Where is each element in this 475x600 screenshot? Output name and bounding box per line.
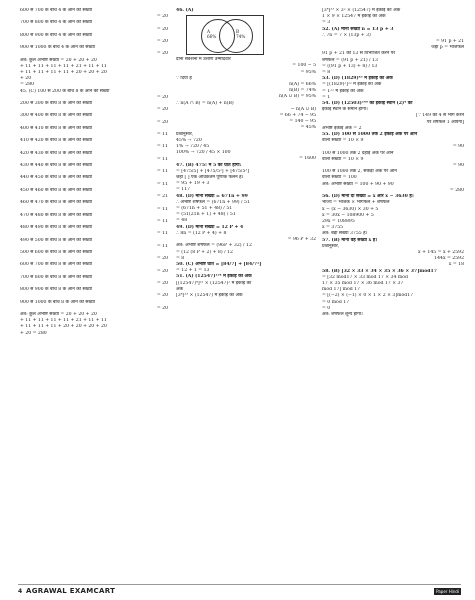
text-line: 420 से 430 के बीच 8 के आने की संख्या xyxy=(20,150,93,156)
text-line: = 96 P + 32 xyxy=(287,237,316,243)
text-line: 300 से 400 के बीच 8 के आने की संख्या xyxy=(20,113,93,119)
text-line: अत: कुल अभीष्ट संख्या = 20 + 20 + 20 xyxy=(20,311,97,317)
text-line: mod 17] mod 17 xyxy=(322,287,360,293)
text-line: = 20 xyxy=(156,51,168,57)
text-line: n(A) = 66% xyxy=(289,82,316,88)
text-line: = 11 xyxy=(156,169,168,175)
footer-badge: Paper Hindi xyxy=(436,589,459,594)
text-line: [3⁴]³³ × 3² × (12547) में इकाई का अंक xyxy=(322,8,401,13)
text-line: + 20 xyxy=(20,76,32,82)
text-line: दोनों सेक्शनों में उत्तीर्ण उम्मीदवार xyxy=(176,57,231,63)
text-line: 480 से 490 के बीच 8 के आने की संख्या xyxy=(20,225,93,231)
text-line: = 11 xyxy=(156,218,168,224)
text-line: = 21 xyxy=(156,194,168,200)
text-line: = 66 + 74 − 95 xyxy=(279,113,316,119)
text-line: 54. (D) (12503)¹⁴⁹ का इकाई स्थान (2)⁴ का xyxy=(322,101,413,107)
text-line: 50. (C) अभीष्ट घात = [84/7] + [84/7²] xyxy=(176,261,262,267)
text-line: = 1600 xyxy=(298,156,316,162)
text-line: 440 से 450 के बीच 8 के आने की संख्या xyxy=(20,175,93,181)
text-line: 900 से 1000 के बीच 4 के आने की संख्या xyxy=(20,45,96,51)
text-line: = 20 xyxy=(156,107,168,113)
text-line: 700 से 800 के बीच 4 के आने की संख्या xyxy=(20,20,93,26)
venn-b-value: 74% xyxy=(236,34,246,40)
column-right xyxy=(322,8,468,318)
text-line: अत: कुल अभीष्ट संख्या = 20 + 20 + 20 xyxy=(20,57,97,63)
text-line: = 8 xyxy=(176,255,185,261)
text-line: 100 से 1000 तक 2, सैकड़ा अंक पर आने xyxy=(322,169,397,175)
text-line: 470 से 480 के बीच 8 के आने की संख्या xyxy=(20,212,93,218)
text-line: 200 से 300 के बीच 8 के आने की संख्या xyxy=(20,101,93,107)
text-line: 58. (B) [32 × 33 × 34 × 35 × 36 × 37]mod17 xyxy=(322,268,437,274)
column-middle-lines xyxy=(176,57,320,299)
text-line: शेषफल = (91 p + 21) / 13 xyxy=(322,57,378,63)
text-line: [3⁴]³³ × (12547) में इकाई का अंक xyxy=(176,292,243,298)
question-46-head: 46. (A) xyxy=(176,8,194,13)
text-line: 45% → 720 xyxy=(176,137,202,143)
text-line: 500 से 600 के बीच 8 के आने की संख्या xyxy=(20,249,93,255)
text-line: भाज्य = भाजक × भागफल + शेषफल xyxy=(322,200,390,206)
text-line: = [(−2) × (−1) × 0 × 1 × 2 × 3]mod17 xyxy=(322,293,414,299)
text-line: = 20 xyxy=(156,94,168,100)
text-line: [∵ 149 को 4 से भाग करने xyxy=(416,113,464,119)
venn-label-b xyxy=(236,29,245,39)
text-line: 100 से 1000 तक 2 दहाई अंक पर आने xyxy=(322,150,394,156)
text-line: = 12 + 1 = 13 xyxy=(176,268,210,274)
text-line: 51. (A) (12547)¹³⁴ में इकाई का अंक xyxy=(176,274,252,280)
text-line: 450 से 460 के बीच 8 के आने की संख्या xyxy=(20,187,93,193)
venn-diagram xyxy=(186,15,264,55)
text-line: 700 से 800 के बीच 8 के आने की संख्या xyxy=(20,274,93,280)
page-number: 4 xyxy=(18,588,23,595)
text-line: = 140 − 95 xyxy=(289,119,316,125)
text-line: = 20 xyxy=(156,14,168,20)
text-line: 29x = 108895 xyxy=(322,218,355,224)
text-line: = 20 xyxy=(156,268,168,274)
text-line: = 20 xyxy=(156,26,168,32)
text-line: 17 × 35 mod 17 × 36 mod 17 × 37 xyxy=(322,280,404,286)
text-line: पर शेषफल 1 आयेगा] xyxy=(426,119,464,125)
text-line: = 280 xyxy=(20,82,35,88)
text-line: x + 145 = x + 2592 xyxy=(418,249,464,255)
text-line: = 0 mod 17 xyxy=(322,299,350,305)
text-line: = 3 xyxy=(322,20,331,26)
text-line: अत: बड़ी संख्या 3755 है। xyxy=(322,231,368,237)
text-line: 600 से 700 के बीच 8 के आने की संख्या xyxy=(20,262,93,268)
text-line: [(12547)⁴]³³ × (12547)² में इकाई का xyxy=(176,280,252,286)
text-line: = 20 xyxy=(156,39,168,45)
text-line: जहाँ p = भाजफल xyxy=(431,45,464,51)
text-line: 490 से 500 के बीच 8 के आने की संख्या xyxy=(20,237,93,243)
text-line: = (51(21n + 1) + 48) / 51 xyxy=(176,212,236,218)
text-line: 100% → 720 / 45 × 100 xyxy=(176,150,231,156)
text-line: = 11 xyxy=(156,181,168,187)
text-line: 52. (A) माना संख्या n = 13 p + 3 xyxy=(322,26,394,32)
text-line: − n(A ∪ B) xyxy=(290,106,316,112)
text-line: ∴ n(A ∩ B) = n(A) + n(B) xyxy=(176,100,234,106)
text-line: n(A ∪ B) = 95% xyxy=(279,94,316,100)
footer-rule xyxy=(18,584,461,585)
text-line: 144x = 2592 xyxy=(434,256,464,262)
text-line: 1 × 9 × 12547 में इकाई का अंक xyxy=(322,14,386,20)
text-line: अभीष्ट इकाई अंक = 2 xyxy=(322,125,362,131)
text-line: = [(1829)²]²² में इकाई का अंक xyxy=(322,82,382,88)
text-line: = 11 xyxy=(156,156,168,162)
venn-label-a xyxy=(207,29,216,39)
text-line: x = 18 xyxy=(448,262,464,268)
text-line: 460 से 470 के बीच 8 के आने की संख्या xyxy=(20,200,93,206)
text-line: x = 3755 xyxy=(322,225,344,231)
text-line: 45. (C) 100 से 200 के बीच 8 के आने की संख्या xyxy=(20,88,110,94)
text-line: = 0 xyxy=(322,305,331,311)
text-line: 57. (B) माना वह संख्या x है। xyxy=(322,237,378,243)
text-line: 800 से 900 के बीच 8 के आने की संख्या xyxy=(20,287,93,293)
text-line: x = 30x − 108900 + 5 xyxy=(322,212,374,218)
text-line: 410 से 420 के बीच 8 के आने की संख्या xyxy=(20,138,93,144)
text-line: = 1 xyxy=(322,94,331,100)
text-line: + 11 + 11 + 11 + 11 + 21 + 11 + 11 xyxy=(20,318,107,324)
text-line: = 11 xyxy=(156,132,168,138)
text-line: 47. (B) 475! में 5 की घातें होगी: xyxy=(176,162,242,168)
text-line: = 11 xyxy=(156,243,168,249)
text-line: वाली संख्या = 10 × 9 xyxy=(322,138,364,144)
text-line: = 20 xyxy=(156,119,168,125)
text-line: + 20 = 280 xyxy=(20,330,47,336)
text-line: = 8 xyxy=(322,70,331,76)
text-line: 55. (D) 100 से 1000 तक 2 इकाई अंक पर आने xyxy=(322,132,418,138)
text-line: + 11 + 11 + 11 + 11 + 20 + 20 + 20 xyxy=(20,70,107,76)
text-line: = 20 xyxy=(156,293,168,299)
text-line: = 95 + 19 + 3 xyxy=(176,181,210,187)
text-line: इकाई स्थान के समान होगा। xyxy=(322,107,368,113)
text-line: = [475/5] + [475/5²] + [475/5³] xyxy=(176,168,249,174)
text-line: 91 p + 21 को 13 से विभाजित करने पर xyxy=(322,51,396,57)
text-line: x − (x − 3630) × 30 + 5 xyxy=(322,206,379,212)
page-footer xyxy=(0,586,475,598)
text-line: जहाँ [ ] एक अधिकतम पूर्णांक फलन है। xyxy=(176,175,244,181)
text-line: = 20 xyxy=(156,305,168,311)
text-line: 600 से 700 के बीच 4 के आने की संख्या xyxy=(20,8,93,13)
text-line: = (671n + 51 + 48) / 51 xyxy=(176,206,233,212)
text-line: = 1²² में इकाई का अंक xyxy=(322,88,364,94)
venn-a-value: 66% xyxy=(207,34,217,40)
text-line: अंक xyxy=(176,286,184,292)
text-line: ∴ अभीष्ट शेषफल = (671n + 99) / 51 xyxy=(176,199,250,205)
text-line: अत: शेषफल शून्य होगा। xyxy=(322,311,363,317)
text-line: ∴ 7n = 7 × (13p + 3) xyxy=(322,32,371,38)
text-line: 49. (D) माना संख्या = 12 P + 4 xyxy=(176,224,244,230)
text-line: = 20 xyxy=(156,256,168,262)
text-line: ∵ दिया है xyxy=(176,75,192,81)
text-line: = 90 xyxy=(452,163,464,169)
column-middle xyxy=(176,8,320,299)
text-line: वाली संख्या = 10 × 9 xyxy=(322,156,364,162)
column-left xyxy=(20,8,172,337)
text-line: n(B) = 74% xyxy=(289,88,316,94)
text-line: ∴ 8n = (12 P + 4) + 8 xyxy=(176,230,227,236)
text-line: 800 से 900 के बीच 4 के आने की संख्या xyxy=(20,32,93,38)
text-line: = 48 xyxy=(176,218,188,224)
text-line: + 11 + 11 + 11 + 11 + 21 + 11 + 11 xyxy=(20,63,107,69)
text-line: = 11 xyxy=(156,206,168,212)
text-line: 1% → 720 / 45 xyxy=(176,144,210,150)
text-line: प्रश्नानुसार, xyxy=(322,243,340,249)
text-line: = 280 xyxy=(449,187,464,193)
text-line: = 117 xyxy=(176,187,191,193)
text-line: = ((91 p + 13) + 8) / 13 xyxy=(322,63,378,69)
text-line: = 20 xyxy=(156,280,168,286)
text-line: 48. (D) माना संख्या = 671n + 99 xyxy=(176,193,248,199)
text-line: अत: अभीष्ट शेषफल = (96P + 32) / 12 xyxy=(176,243,252,249)
text-line: 900 से 1000 के बीच 8 के आने की संख्या xyxy=(20,299,96,305)
text-line: = 95% xyxy=(300,69,316,75)
venn-a-name: A xyxy=(207,29,211,35)
text-line: वाली संख्या = 100 xyxy=(322,175,357,181)
text-line: = 90 xyxy=(452,144,464,150)
brand-logo: AGRAWAL EXAMCART xyxy=(26,587,116,595)
text-line: = 45% xyxy=(300,125,316,131)
text-line: 430 से 440 के बीच 8 के आने की संख्या xyxy=(20,163,93,169)
text-line: = 11 xyxy=(156,144,168,150)
text-line: = 11 xyxy=(156,231,168,237)
text-line: = (12 (8 P + 2) + 8) / 12 xyxy=(176,249,233,255)
text-line: = 91 p + 21 xyxy=(435,39,464,45)
text-line: 56. (D) माना दी संख्या = x और x − 3630 है। xyxy=(322,194,414,200)
text-line: अत: अभीष्ट संख्या = 100 + 90 + 90 xyxy=(322,181,394,187)
text-line: प्रश्नानुसार, xyxy=(176,131,194,137)
text-line: 400 से 410 के बीच 8 के आने की संख्या xyxy=(20,125,93,131)
text-line: 53. (D) (1829)⁴⁵ में इकाई का अंक xyxy=(322,76,393,82)
text-line: = 100 − 5 xyxy=(292,63,316,69)
text-line: + 11 + 11 + 11 + 20 + 20 + 20 + 20 xyxy=(20,324,107,330)
venn-b-name: B xyxy=(236,29,240,35)
text-line: = [32 mod17 × 33 mod 17 × 34 mod xyxy=(322,274,408,280)
